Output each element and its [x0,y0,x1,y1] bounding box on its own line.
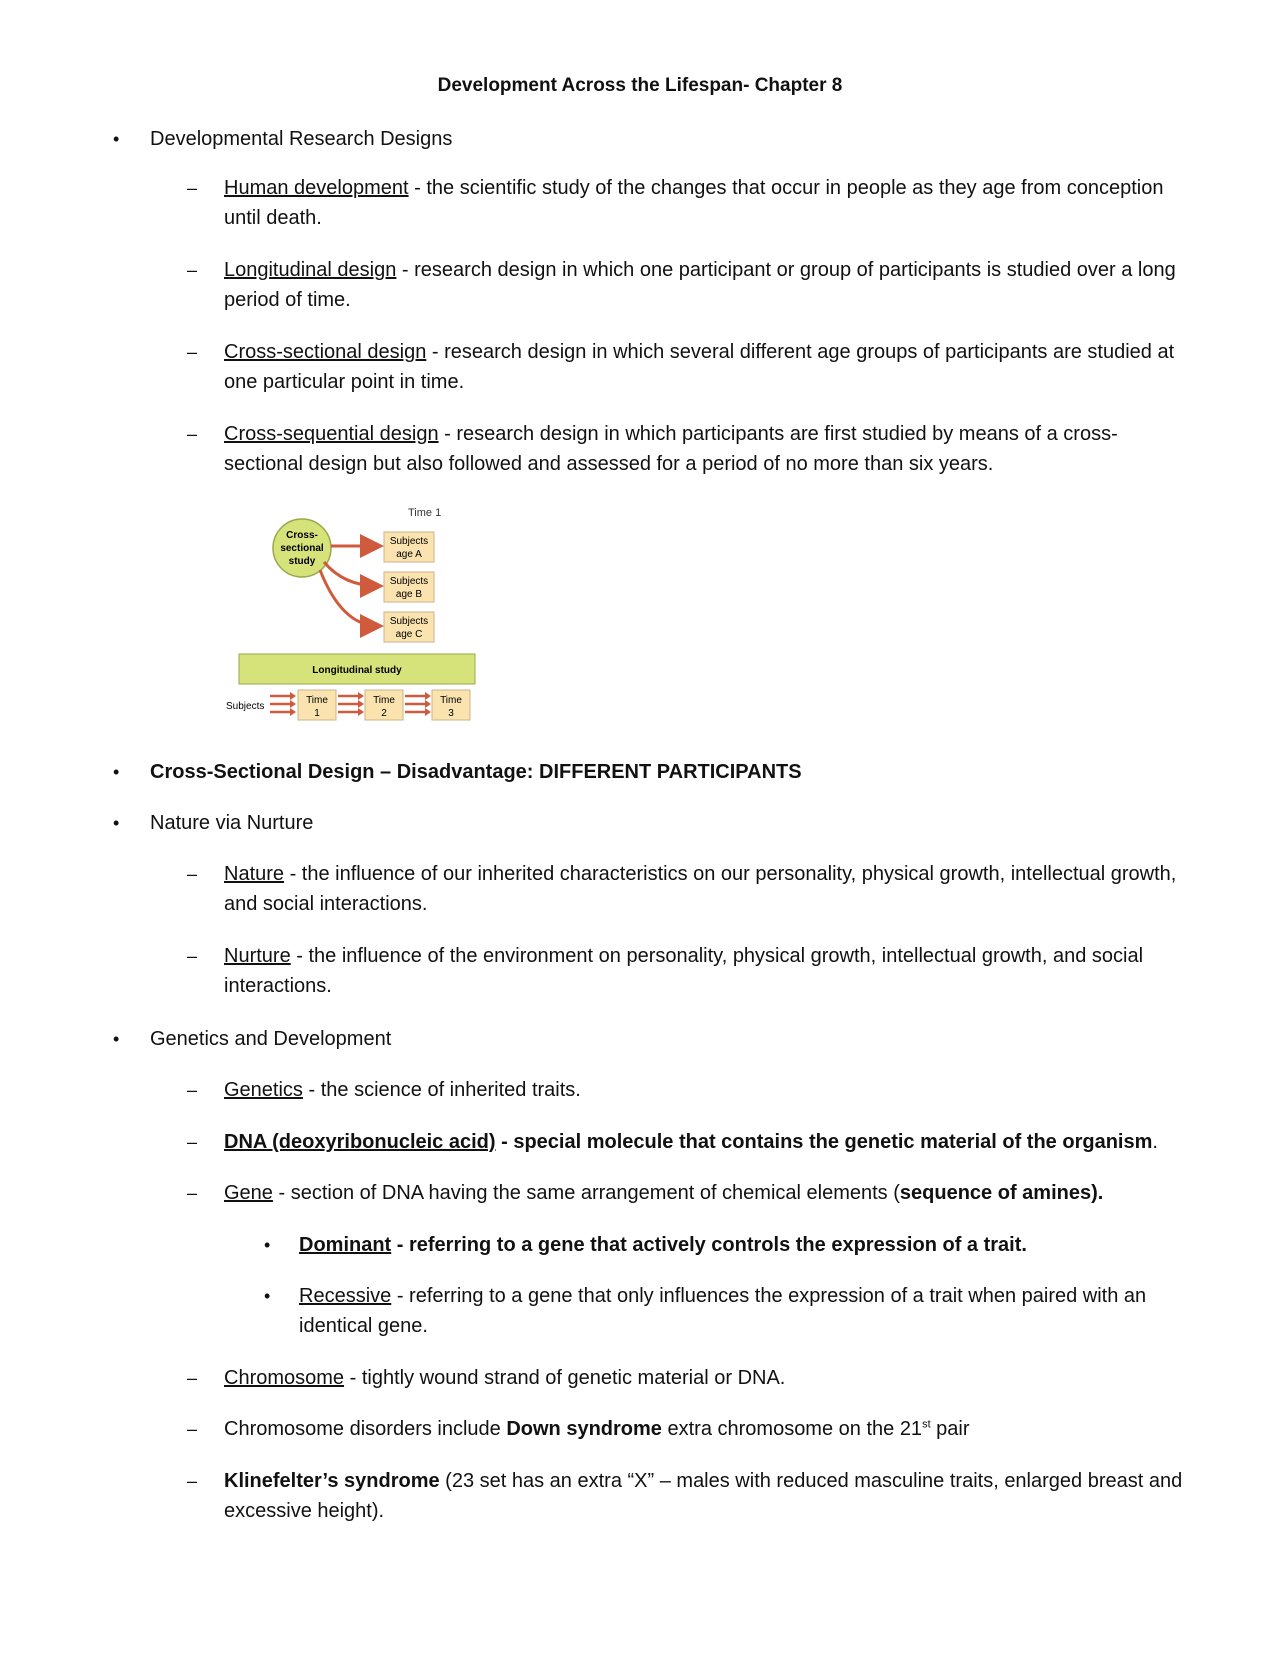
definition-dna [224,1127,1194,1157]
down-syndrome: Down syndrome [506,1418,662,1440]
dash: – [187,1080,198,1100]
timeline-subjects-label: Subjects [226,701,265,712]
definition-text: - special molecule that contains the genetic material of the organism [495,1131,1153,1153]
definition-text: - the influence of our inherited characteristics on our personality, physical growth, intellectual growth, and social interactions. [224,863,1177,915]
term: Longitudinal design [224,259,397,281]
term: Klinefelter’s syndrome [224,1470,440,1492]
text: pair [930,1418,970,1440]
dash: – [187,1419,198,1439]
age-b-label: age B [395,589,423,600]
definition-klinefelter [224,1466,1194,1526]
definition-text: - referring to a gene that actively controls the expression of a trait. [391,1234,1027,1256]
circle-line-3: study [288,556,316,567]
definition-text: - research design in which one participant or group of participants is studied over a long period of time. [224,259,1176,311]
cross-sectional-disadvantage: Cross-Sectional Design – Disadvantage: DIFFERENT PARTICIPANTS [150,761,802,783]
subjects-label: Subjects [389,536,429,547]
arrow [324,562,378,586]
dash: – [187,946,198,966]
definition-text: - the scientific study of the changes that occur in people as they age from conception until death. [224,177,1164,229]
page-title: Development Across the Lifespan- Chapter 8 [437,75,843,96]
term: Recessive [299,1285,392,1307]
superscript: st [922,1418,931,1431]
chromosome-disorders [224,1414,1194,1444]
definition-period: . [1152,1131,1158,1153]
dash: – [187,1471,198,1491]
age-a-label: age A [396,549,422,560]
time-2-number: 2 [381,708,387,719]
definition-text: (23 set has an extra “X” – males with reduced masculine traits, enlarged breast and excessive height). [224,1470,1183,1522]
subjects-label: Subjects [389,616,429,627]
arrow [320,570,378,626]
time-1-number: 1 [314,708,320,719]
definition-text: - referring to a gene that only influences the expression of a trait when paired with an identical gene. [299,1285,1147,1337]
definition-text: - the science of inherited traits. [302,1079,581,1101]
term: Genetics [224,1079,303,1101]
definition-gene [224,1178,1194,1208]
definition-cross-sequential [224,419,1194,479]
term: Human development [224,177,409,199]
bullet: • [264,1235,271,1255]
definition-nature [224,859,1194,919]
dash: – [187,1132,198,1152]
definition-text: - research design in which participants are first studied by means of a cross-sectional design but also followed and assessed for a period of no more than six years. [224,423,1118,475]
definition-genetics [224,1075,1194,1105]
definition-nurture [224,941,1194,1001]
bullet: • [113,813,120,833]
bullet: • [113,762,120,782]
term: Cross-sectional design [224,341,427,363]
time-word: Time [373,695,395,706]
text: extra chromosome on the 21 [661,1418,923,1440]
term: Dominant [299,1234,392,1256]
time-3-number: 3 [448,708,454,719]
dash: – [187,178,198,198]
dash: – [187,864,198,884]
definition-chromosome [224,1363,1194,1393]
section-heading-research-designs: Developmental Research Designs [150,128,453,150]
definition-human-development [224,173,1194,233]
definition-bold: sequence of amines). [899,1182,1104,1204]
dash: – [187,260,198,280]
term: Cross-sequential design [224,423,439,445]
bullet: • [113,1029,120,1049]
subjects-label: Subjects [389,576,429,587]
definition-cross-sectional [224,337,1194,397]
research-design-figure [224,500,479,730]
dash: – [187,342,198,362]
text: Chromosome disorders include [224,1418,507,1440]
definition-text: - tightly wound strand of genetic material or DNA. [344,1367,786,1389]
bullet: • [264,1286,271,1306]
time-word: Time [440,695,462,706]
longitudinal-label: Longitudinal study [312,665,402,676]
section-heading-nature-nurture: Nature via Nurture [150,812,314,834]
term: Chromosome [224,1367,345,1389]
figure-time1-label: Time 1 [408,507,442,519]
section-heading-genetics: Genetics and Development [150,1028,392,1050]
circle-line-2: sectional [280,543,324,554]
dash: – [187,424,198,444]
definition-text: - the influence of the environment on personality, physical growth, intellectual growth, and social interactions. [224,945,1144,997]
definition-text: - section of DNA having the same arrangement of chemical elements ( [272,1182,900,1204]
term: Nurture [224,945,291,967]
dash: – [187,1368,198,1388]
definition-longitudinal [224,255,1194,315]
definition-recessive [299,1281,1194,1341]
time-word: Time [306,695,328,706]
dash: – [187,1183,198,1203]
circle-line-1: Cross- [286,530,318,541]
bullet: • [113,129,120,149]
term: DNA (deoxyribonucleic acid) [224,1131,496,1153]
term: Gene [224,1182,273,1204]
definition-dominant [299,1230,1194,1260]
age-c-label: age C [395,629,423,640]
term: Nature [224,863,285,885]
definition-text: - research design in which several different age groups of participants are studied at one particular point in time. [224,341,1175,393]
